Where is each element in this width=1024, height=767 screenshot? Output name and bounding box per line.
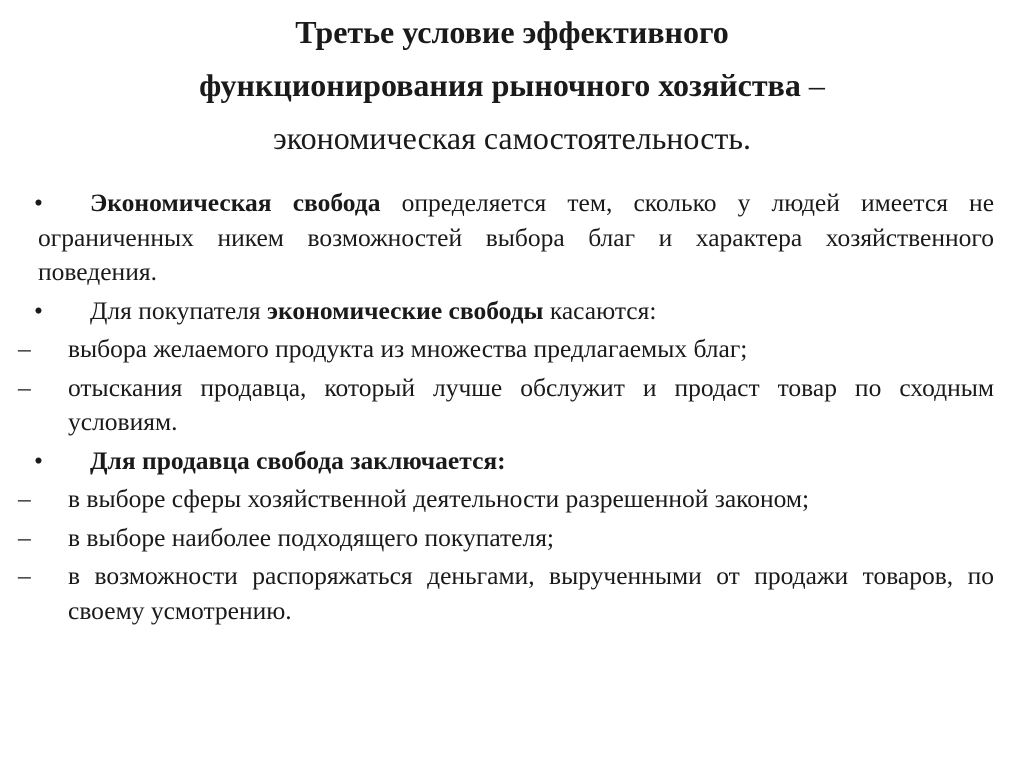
bullet-marker: • [34,188,43,217]
title-line-2-dash: – [800,67,825,103]
slide-body [0,186,1024,632]
dash-marker: – [18,561,31,590]
bullet-item-buyer [0,294,1024,329]
title-line-2-bold: функционирования рыночного хозяйства [199,67,801,103]
dash-item [0,521,1024,556]
dash-text: в возможности распоряжаться деньгами, вырученными от продажи товаров, по своему усмотрению. [68,561,994,625]
bullet-bold-text: Для продавца свобода заключается: [90,445,506,475]
title-line-3: экономическая самостоятельность. [273,120,751,156]
bullet-marker: • [34,295,43,325]
bullet-marker: • [34,445,43,475]
bullet-pre: Для покупателя [90,295,267,325]
dash-item [0,332,1024,367]
dash-item [0,482,1024,517]
bullet-bold-term: экономические свободы [267,295,544,325]
dash-marker: – [18,484,31,513]
dash-text: в выборе сферы хозяйственной деятельности разрешенной законом; [68,484,810,513]
title-line-1: Третье условие эффективного [295,14,729,50]
bullet-bold-term: Экономическая свобода [90,188,381,217]
bullet-text [38,186,994,290]
bullet-definition: определяется тем, сколько у людей имеется не ограниченных никем возможностей выбора благ и характера хозяйственного поведения. [38,188,995,286]
bullet-item-seller [0,444,1024,479]
dash-marker: – [18,334,31,363]
dash-text: выбора желаемого продукта из множества предлагаемых благ; [68,334,748,363]
dash-marker: – [18,372,31,402]
bullet-post: касаются: [543,295,657,325]
title-line-2 [0,59,1024,112]
dash-item [0,371,1024,440]
dash-text: в выборе наиболее подходящего покупателя; [68,522,555,552]
dash-text: отыскания продавца, который лучше обслужит и продаст товар по сходным условиям. [68,372,994,436]
dash-marker: – [18,522,31,552]
bullet-item-economic-freedom [0,186,1024,290]
bullet-text [90,294,990,329]
slide-title [0,6,1024,165]
dash-item [0,559,1024,628]
